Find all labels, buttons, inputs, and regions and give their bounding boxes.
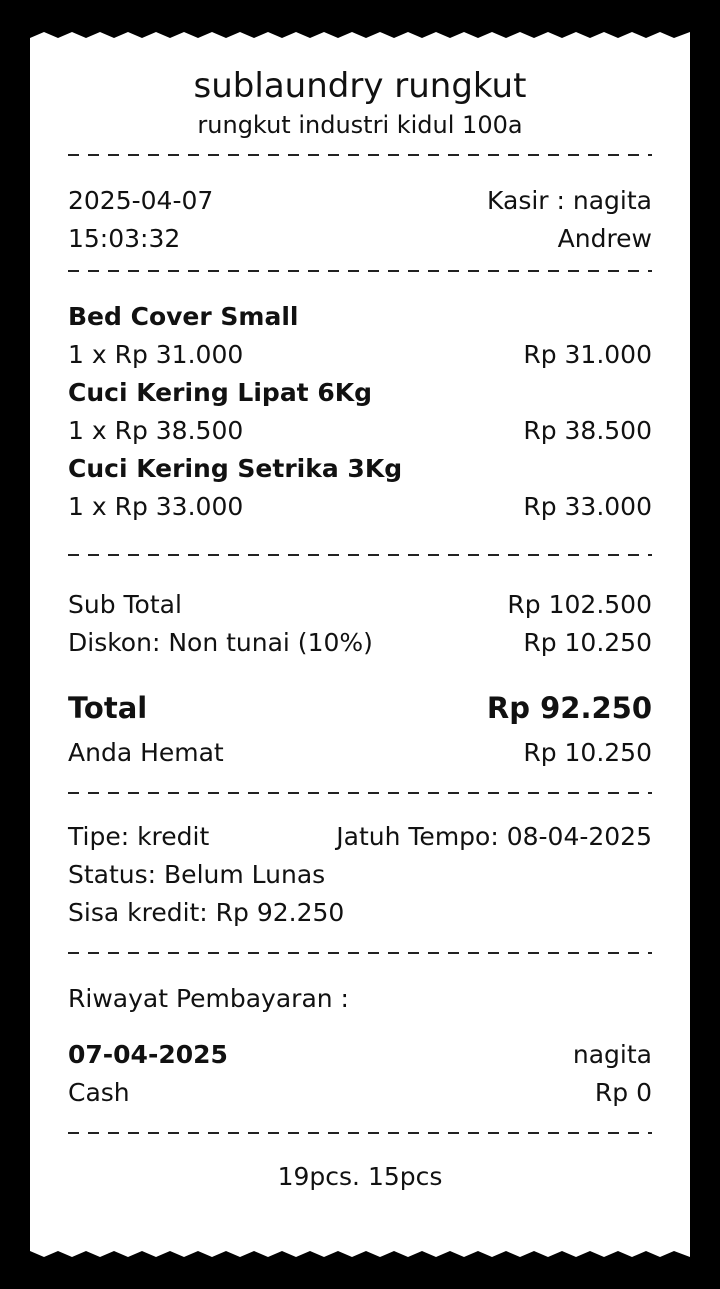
item-qty-price: 1 x Rp 38.500 — [68, 416, 244, 445]
receipt-bottom-torn-edge — [30, 1245, 690, 1257]
divider — [68, 270, 652, 272]
payment-type-row — [68, 818, 652, 856]
total-label: Total — [68, 691, 148, 725]
item-price-row — [68, 488, 652, 526]
history-row-1 — [68, 1036, 652, 1074]
transaction-date: 2025-04-07 — [68, 186, 214, 215]
divider — [68, 792, 652, 794]
item-price-row — [68, 412, 652, 450]
receipt — [30, 42, 690, 1247]
subtotal-row — [68, 586, 652, 624]
payment-remaining: Sisa kredit: Rp 92.250 — [68, 898, 345, 927]
history-entry — [68, 1036, 652, 1112]
footer-pieces: 19pcs. 15pcs — [277, 1162, 443, 1191]
discount-value: Rp 10.250 — [523, 628, 652, 657]
item-name: Cuci Kering Setrika 3Kg — [68, 454, 403, 483]
list-item — [68, 450, 652, 526]
total-row — [68, 686, 652, 730]
item-qty-price: 1 x Rp 31.000 — [68, 340, 244, 369]
total-value: Rp 92.250 — [486, 691, 652, 725]
items-list — [68, 298, 652, 526]
summary-block — [68, 586, 652, 772]
item-name: Bed Cover Small — [68, 302, 299, 331]
item-line-total: Rp 38.500 — [523, 416, 652, 445]
divider — [68, 952, 652, 954]
subtotal-label: Sub Total — [68, 590, 182, 619]
history-date: 07-04-2025 — [68, 1040, 228, 1069]
payment-due-date: Jatuh Tempo: 08-04-2025 — [336, 822, 652, 851]
cashier-label: Kasir : nagita — [487, 186, 652, 215]
saved-value: Rp 10.250 — [523, 738, 652, 767]
customer-name: Andrew — [557, 224, 652, 253]
meta-block — [68, 182, 652, 258]
item-name: Cuci Kering Lipat 6Kg — [68, 378, 373, 407]
payment-status: Status: Belum Lunas — [68, 860, 326, 889]
discount-label: Diskon: Non tunai (10%) — [68, 628, 373, 657]
subtotal-value: Rp 102.500 — [507, 590, 652, 619]
saved-row — [68, 734, 652, 772]
payment-type: Tipe: kredit — [68, 822, 210, 851]
saved-label: Anda Hemat — [68, 738, 224, 767]
history-method: Cash — [68, 1078, 130, 1107]
divider — [68, 1132, 652, 1134]
meta-row-2 — [68, 220, 652, 258]
discount-row — [68, 624, 652, 662]
item-price-row — [68, 336, 652, 374]
history-amount: Rp 0 — [594, 1078, 652, 1107]
history-row-2 — [68, 1074, 652, 1112]
list-item — [68, 374, 652, 450]
transaction-time: 15:03:32 — [68, 224, 181, 253]
divider — [68, 154, 652, 156]
store-address: rungkut industri kidul 100a — [197, 111, 523, 139]
store-name: sublaundry rungkut — [193, 66, 527, 106]
item-qty-price: 1 x Rp 33.000 — [68, 492, 244, 521]
history-title: Riwayat Pembayaran : — [68, 984, 349, 1013]
payment-block — [68, 818, 652, 932]
item-line-total: Rp 31.000 — [523, 340, 652, 369]
divider — [68, 554, 652, 556]
history-cashier: nagita — [572, 1040, 652, 1069]
item-line-total: Rp 33.000 — [523, 492, 652, 521]
meta-row-1 — [68, 182, 652, 220]
list-item — [68, 298, 652, 374]
receipt-paper — [30, 32, 690, 1257]
